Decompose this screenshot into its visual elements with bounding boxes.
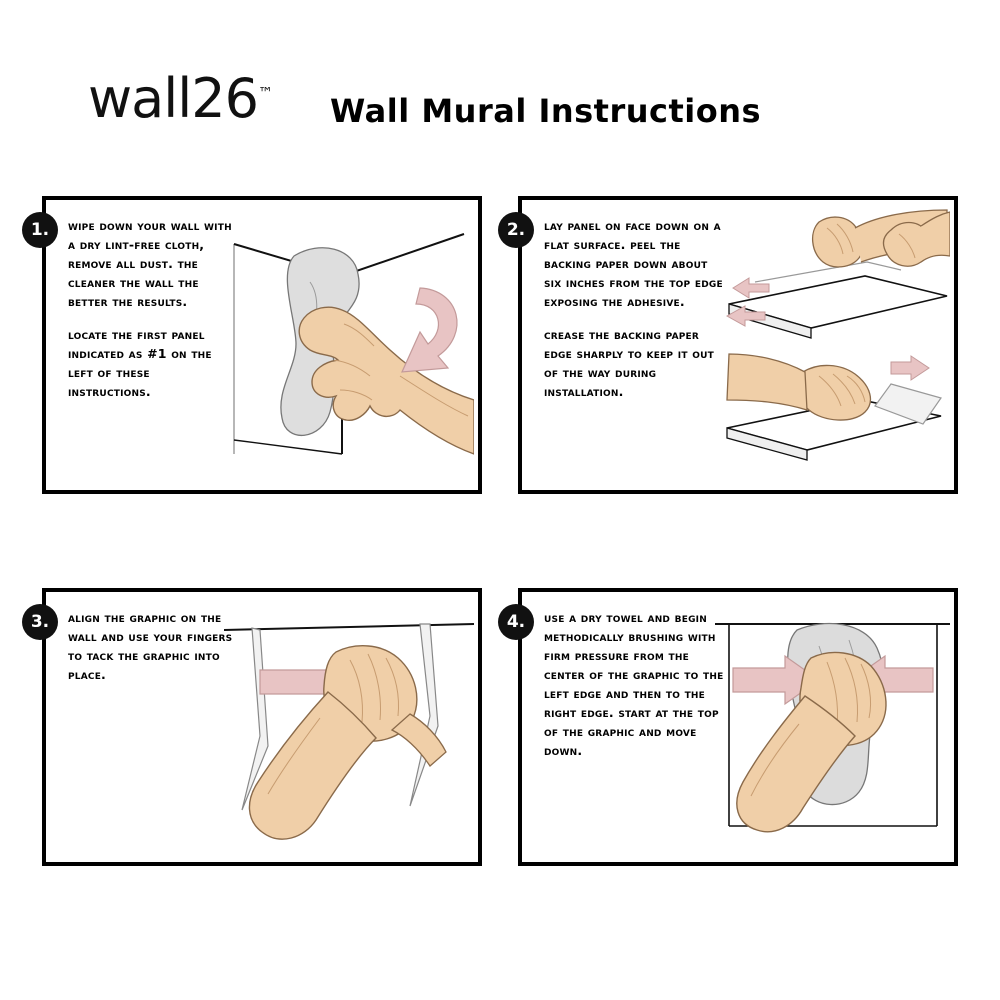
step-badge-2: 2.	[498, 212, 534, 248]
step-1-illustration	[224, 204, 474, 486]
step-2-paragraph-2: crease the backing paper edge sharply to keep it out of the way during installation.	[544, 327, 714, 399]
trademark-symbol: ™	[257, 84, 273, 102]
step-1-text	[68, 216, 236, 401]
step-badge-3: 3.	[22, 604, 58, 640]
step-2-text	[544, 216, 724, 401]
tacking-graphic-to-wall-icon	[224, 596, 474, 858]
instruction-panel-step-2	[518, 196, 958, 494]
instruction-panel-step-3	[42, 588, 482, 866]
step-1-paragraph-2: locate the first panel indicated as #1 on the left of these instructions.	[68, 327, 212, 399]
step-1-paragraph-1: wipe down your wall with a dry lint-free cloth, remove all dust. the cleaner the wall the better the results.	[68, 218, 232, 309]
step-2-illustration	[715, 204, 950, 486]
step-badge-1: 1.	[22, 212, 58, 248]
instruction-panel-step-1	[42, 196, 482, 494]
brand-logo	[88, 67, 273, 130]
step-3-paragraph-1: align the graphic on the wall and use your fingers to tack the graphic into place.	[68, 610, 233, 682]
step-3-text	[68, 608, 236, 684]
hand-wiping-wall-icon	[224, 204, 474, 486]
step-badge-4: 4.	[498, 604, 534, 640]
step-2-paragraph-1: lay panel on face down on a flat surface. peel the backing paper down about six inches from the top edge exposing the adhesive.	[544, 218, 723, 309]
page-title: Wall Mural Instructions	[330, 92, 762, 130]
towel-smoothing-graphic-icon	[715, 596, 950, 858]
step-4-illustration	[715, 596, 950, 858]
step-3-illustration	[224, 596, 474, 858]
step-4-text	[544, 608, 724, 760]
step-4-paragraph-1: use a dry towel and begin methodically brushing with firm pressure from the center of the graphic to the left edge and then to the right edge. start at the top of the graphic and move down.	[544, 610, 724, 758]
instruction-panel-step-4	[518, 588, 958, 866]
page-header	[0, 0, 1000, 170]
peeling-backing-paper-icon	[715, 204, 950, 486]
brand-logo-text: wall26	[88, 67, 258, 130]
